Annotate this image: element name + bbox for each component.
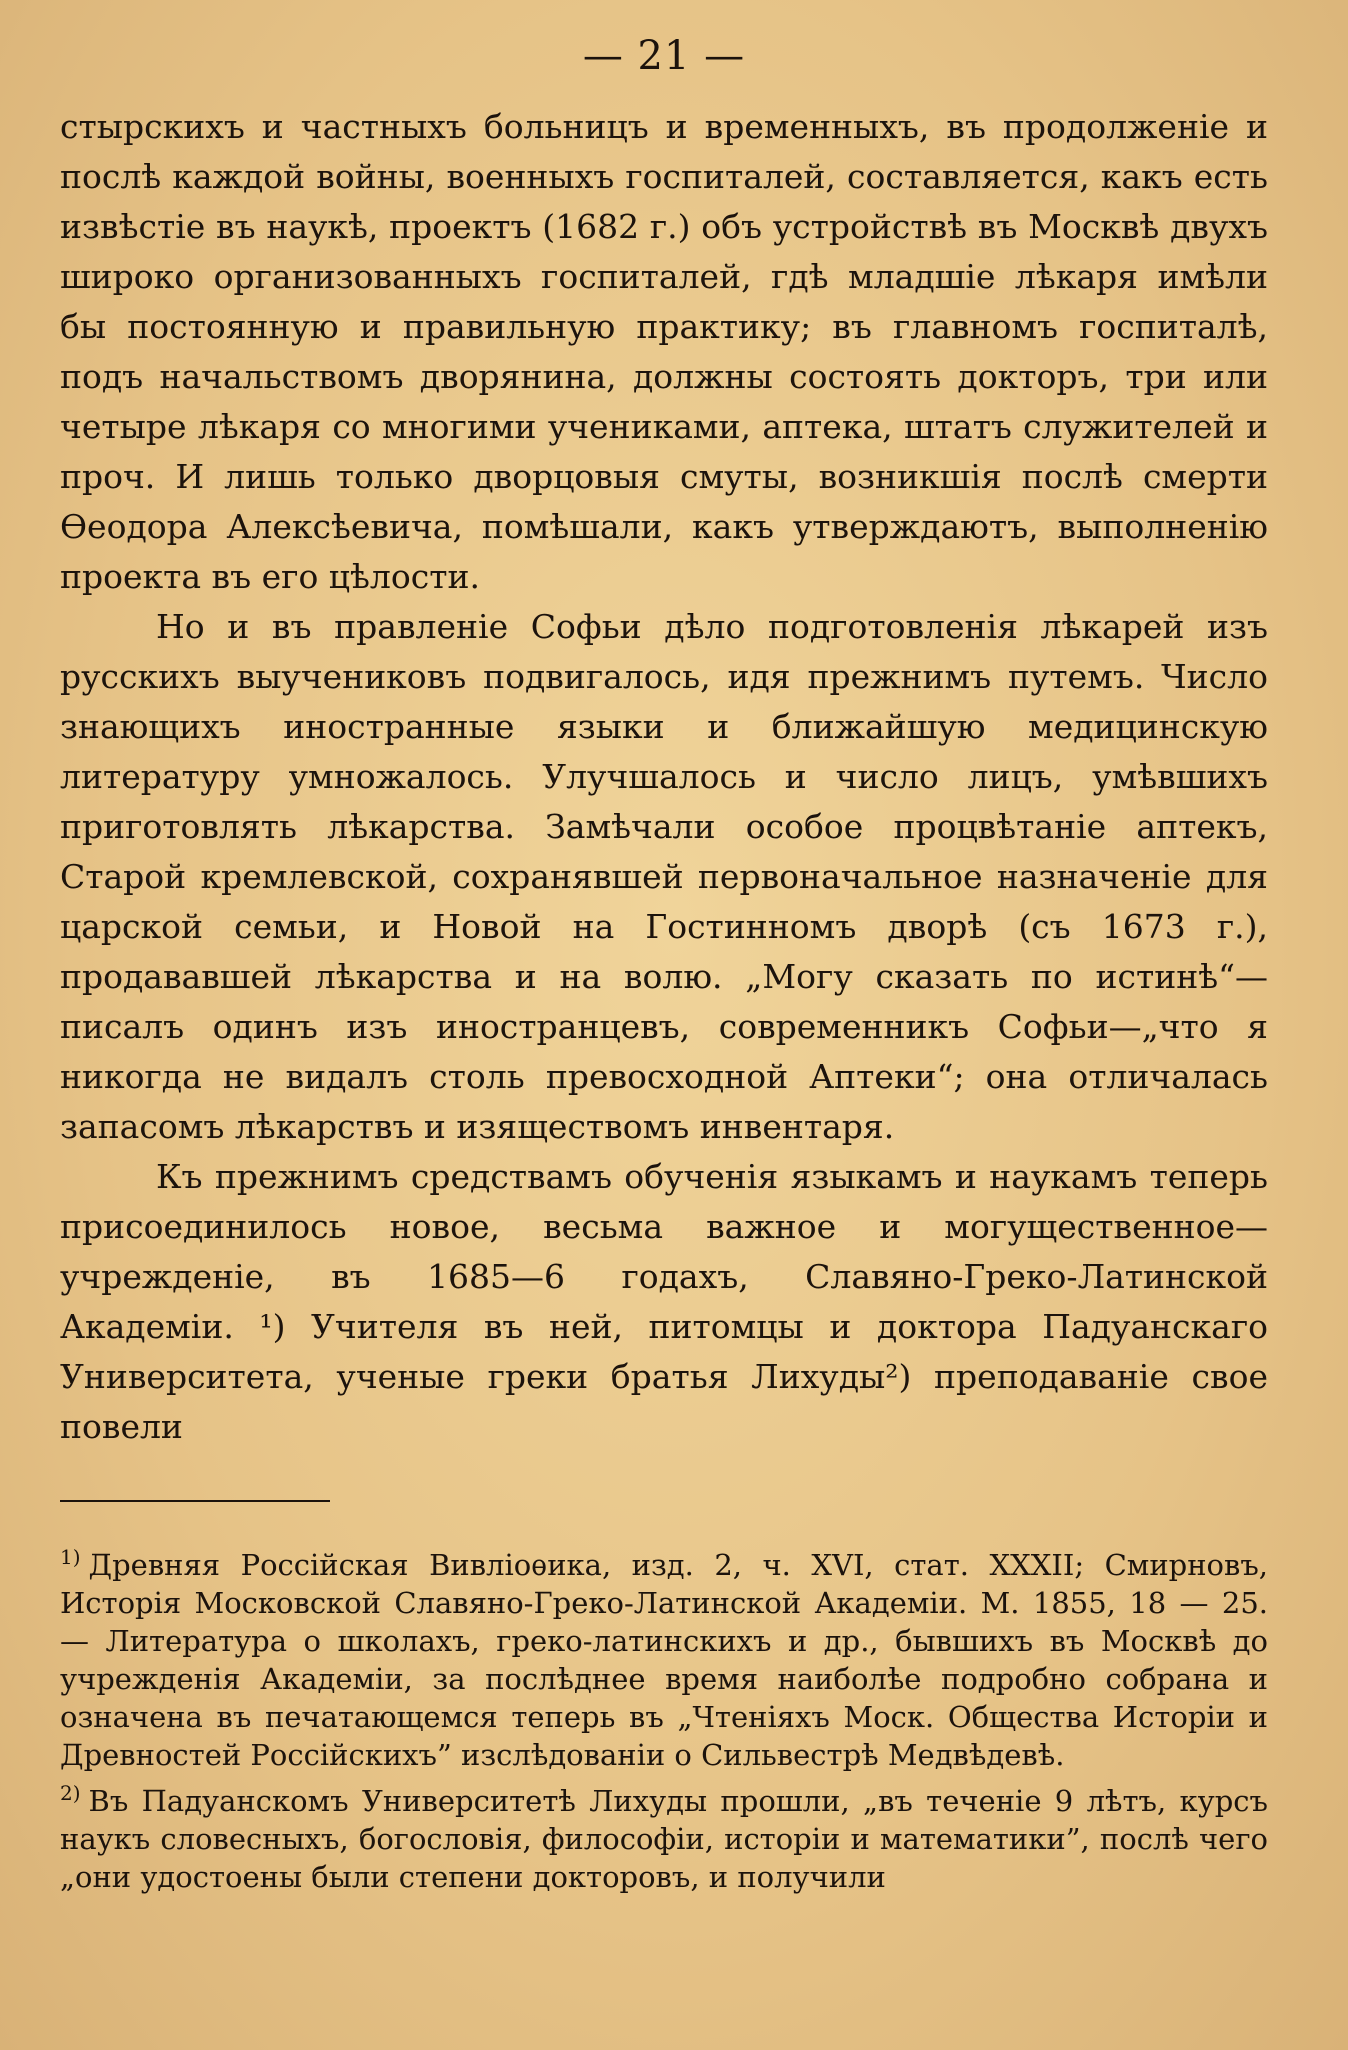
page-number: — 21 — [582,33,746,79]
main-text [60,102,1268,1452]
footnote-1-mark: 1) [60,1545,81,1570]
footnote-1-text: Древняя Россійская Вивліоѳика, изд. 2, ч. XVI, стат. XXXII; Смирновъ, Исторія Московской Славяно-Греко-Латинской Академіи. М. 1855, 18 — 25. — Литература о школахъ, греко-латинскихъ и др., бывшихъ въ Москвѣ до учрежденія Академіи, за послѣднее время наиболѣе подробно собрана и означена въ печатающемся теперь въ „Чтеніяхъ Моск. Общества Исторіи и Древностей Россійскихъ” изслѣдованіи о Сильвестрѣ Медвѣдевѣ. [60,1548,1268,1772]
footnote-2-mark: 2) [60,1781,81,1806]
footnote-divider [60,1500,330,1502]
footnotes [60,1546,1268,1896]
paragraph-3: Къ прежнимъ средствамъ обученія языкамъ и наукамъ теперь присоединилось новое, весьма важное и могущественное—учрежденіе, въ 1685—6 годахъ, Славяно-Греко-Латинской Академіи. ¹) Учителя въ ней, питомцы и доктора Падуанскаго Университета, ученые греки братья Лихуды²) преподаваніе свое повели [60,1157,1268,1446]
footnote-2-text: Въ Падуанскомъ Университетѣ Лихуды прошли, „въ теченіе 9 лѣтъ, курсъ наукъ словесныхъ, богословія, философіи, исторіи и математики”, послѣ чего „они удостоены были степени докторовъ, и получили [60,1784,1268,1894]
footnote-2 [60,1782,1268,1896]
footnote-1 [60,1546,1268,1774]
paragraph-1: стырскихъ и частныхъ больницъ и временныхъ, въ продолженіе и послѣ каждой войны, военныхъ госпиталей, составляется, какъ есть извѣстіе въ наукѣ, проектъ (1682 г.) объ устройствѣ въ Москвѣ двухъ широко организованныхъ госпиталей, гдѣ младшіе лѣкаря имѣли бы постоянную и правильную практику; въ главномъ госпиталѣ, подъ начальствомъ дворянина, должны состоять докторъ, три или четыре лѣкаря со многими учениками, аптека, штатъ служителей и проч. И лишь только дворцовыя смуты, возникшія послѣ смерти Ѳеодора Алексѣевича, помѣшали, какъ утверждаютъ, выполненію проекта въ его цѣлости. [60,107,1268,596]
paragraph-2: Но и въ правленіе Софьи дѣло подготовленія лѣкарей изъ русскихъ выучениковъ подвигалось, идя прежнимъ путемъ. Число знающихъ иностранные языки и ближайшую медицинскую литературу умножалось. Улучшалось и число лицъ, умѣвшихъ приготовлять лѣкарства. Замѣчали особое процвѣтаніе аптекъ, Старой кремлевской, сохранявшей первоначальное назначеніе для царской семьи, и Новой на Гостинномъ дворѣ (съ 1673 г.), продававшей лѣкарства и на волю. „Могу сказать по истинѣ“—писалъ одинъ изъ иностранцевъ, современникъ Софьи—„что я никогда не видалъ столь превосходной Аптеки“; она отличалась запасомъ лѣкарствъ и изяществомъ инвентаря. [60,607,1268,1146]
